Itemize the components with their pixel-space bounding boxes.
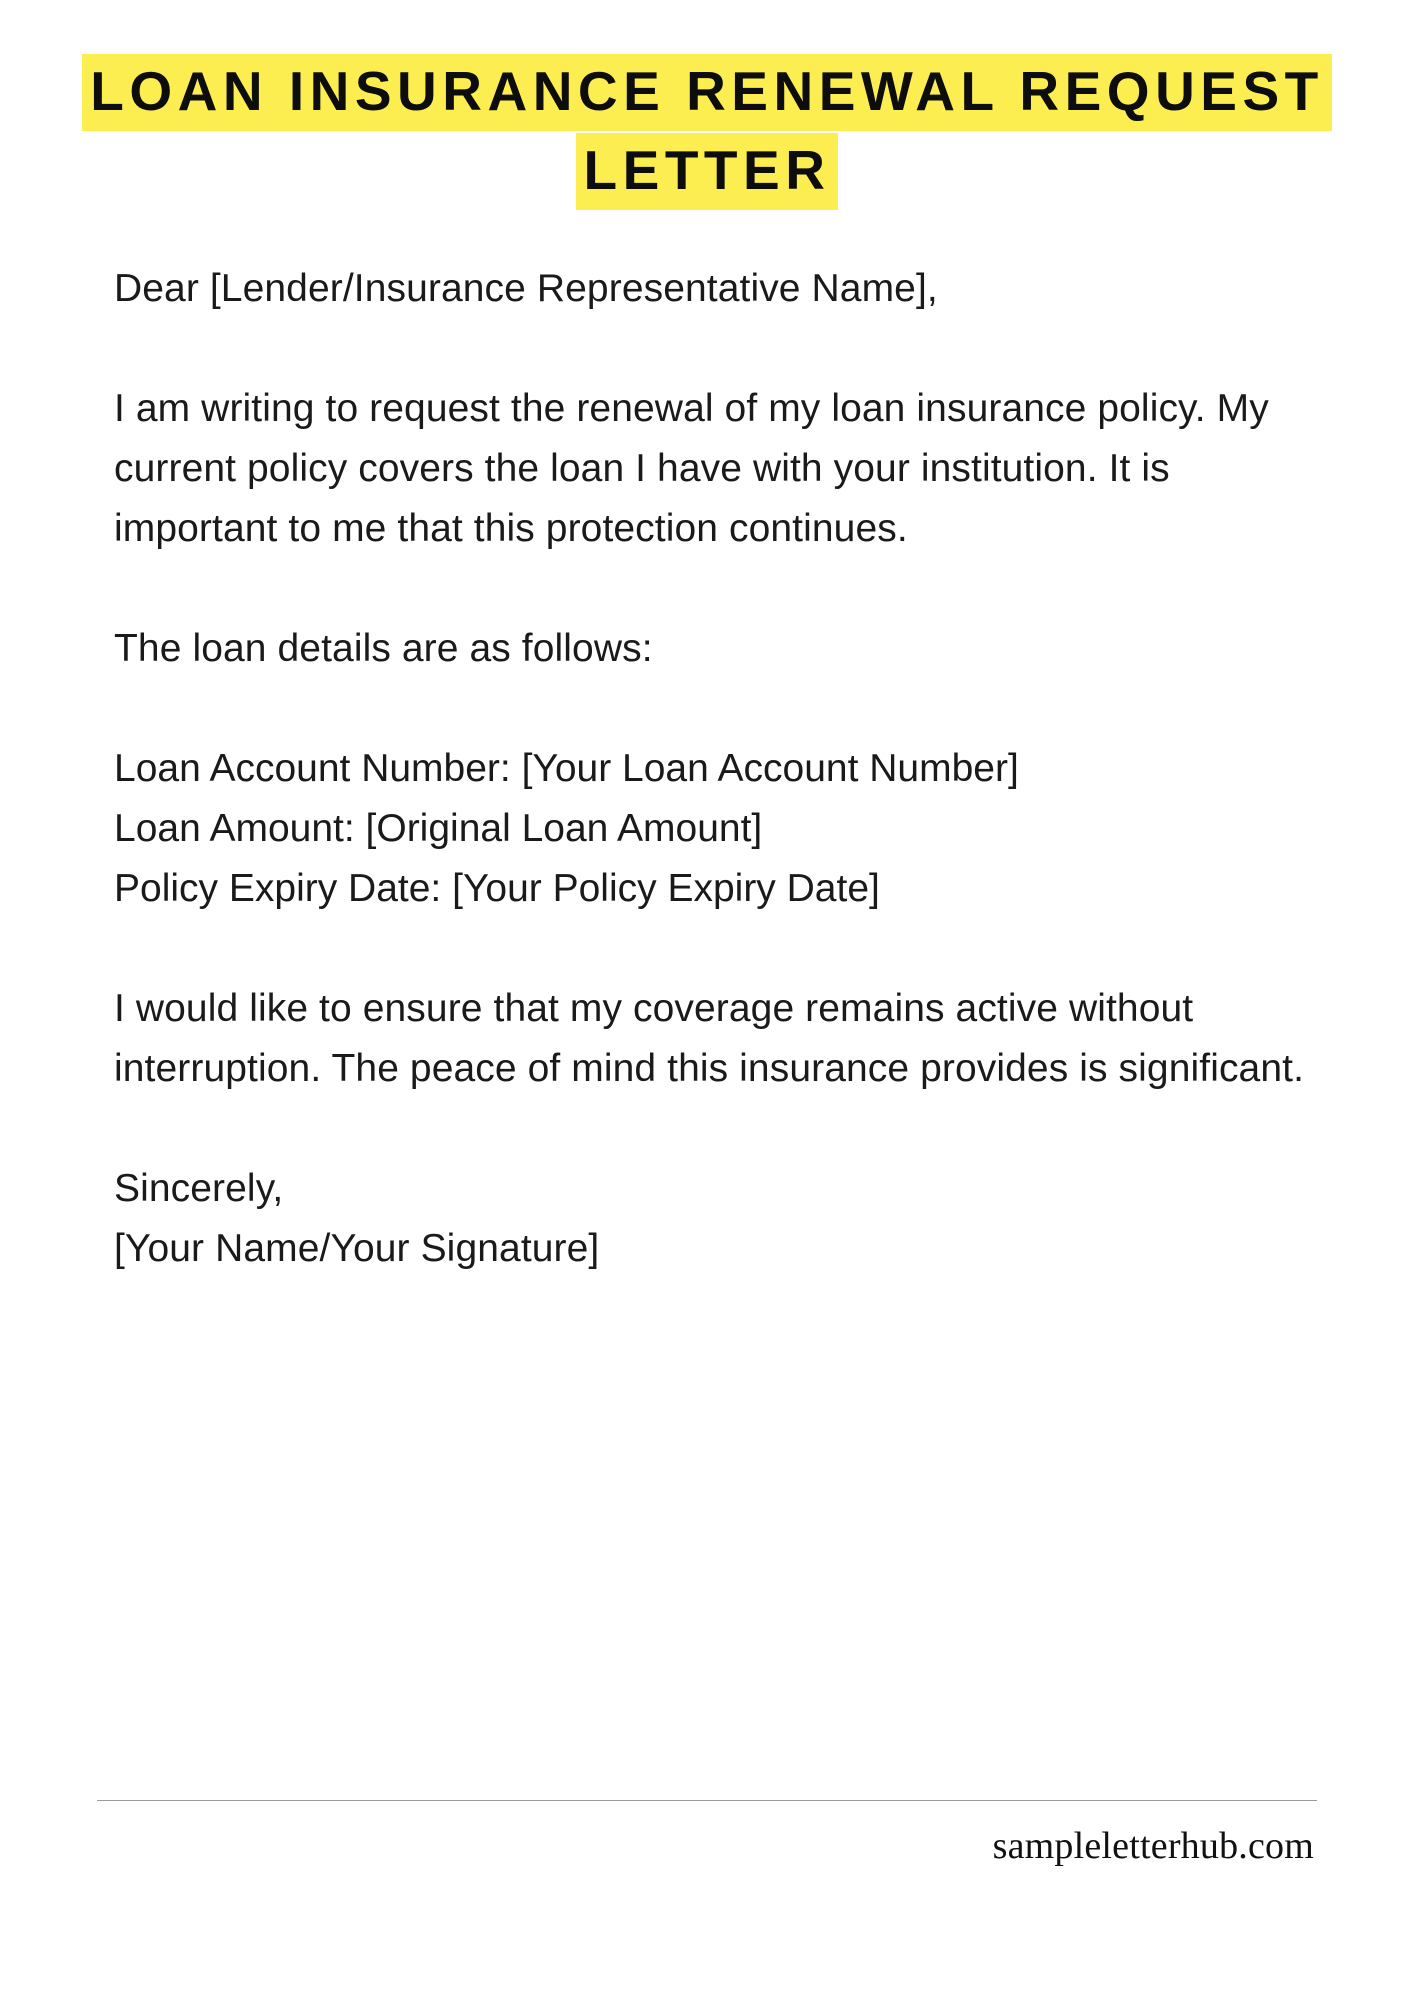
footer-divider xyxy=(97,1800,1317,1801)
spacer xyxy=(114,1099,1314,1159)
detail-loan-amount: Loan Amount: [Original Loan Amount] xyxy=(114,807,763,850)
page-title xyxy=(0,0,1414,210)
title-line-2 xyxy=(12,131,1402,210)
signature-placeholder: [Your Name/Your Signature] xyxy=(114,1227,600,1270)
spacer xyxy=(114,319,1314,379)
detail-policy-expiry-date: Policy Expiry Date: [Your Policy Expiry Date] xyxy=(114,867,880,910)
closing-salutation: Sincerely, xyxy=(114,1167,284,1210)
spacer xyxy=(114,559,1314,619)
paragraph-details-lead: The loan details are as follows: xyxy=(114,627,653,670)
spacer xyxy=(114,679,1314,739)
title-highlight-1: LOAN INSURANCE RENEWAL REQUEST xyxy=(82,54,1332,131)
paragraph-closing-body: I would like to ensure that my coverage remains active without interruption. The peace of mind this insurance provides is significant. xyxy=(114,987,1305,1090)
site-watermark: sampleletterhub.com xyxy=(992,1825,1314,1867)
salutation: Dear [Lender/Insurance Representative Name], xyxy=(114,267,938,310)
spacer xyxy=(114,919,1314,979)
detail-loan-account-number: Loan Account Number: [Your Loan Account Number] xyxy=(114,747,1019,790)
letter-body xyxy=(0,210,1414,1279)
page-footer xyxy=(0,1800,1414,2000)
title-highlight-2: LETTER xyxy=(576,133,839,210)
paragraph-intro: I am writing to request the renewal of my loan insurance policy. My current policy covers the loan I have with your institution. It is important to me that this protection continues. xyxy=(114,387,1269,550)
title-line-1 xyxy=(12,52,1402,131)
